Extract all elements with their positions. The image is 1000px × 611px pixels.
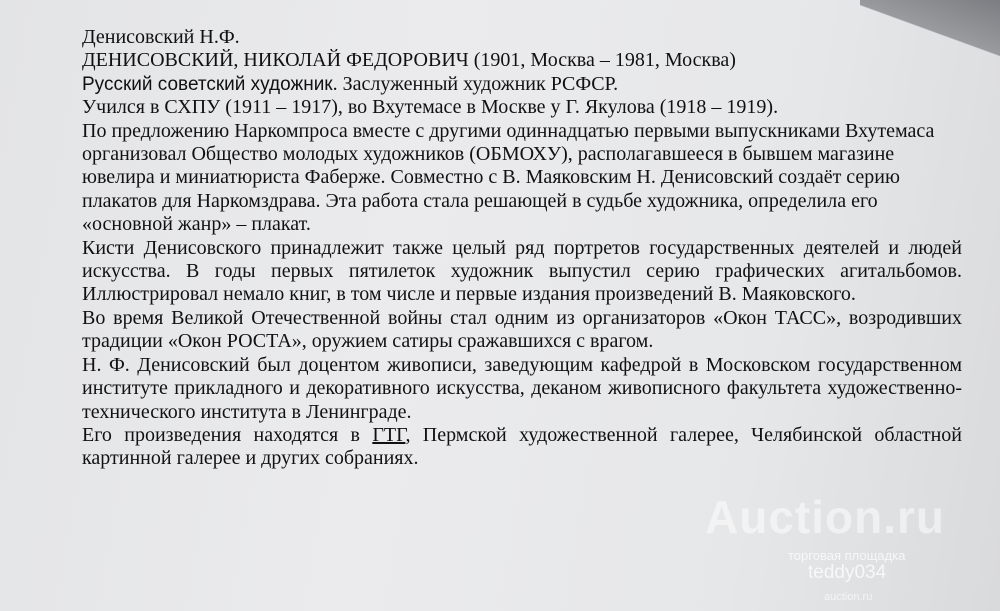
paragraph-collections	[82, 424, 962, 471]
watermark-subtitle: торговая площадка	[788, 548, 906, 563]
watermark-url: auction.ru	[824, 591, 873, 603]
paragraph-portraits: Кисти Денисовского принадлежит также целый ряд портретов государственных деятелей и людей искусства. В годы первых пятилеток художник выпустил серию графических агитальбомов. Иллюстрировал немало книг, в том числе и первые издания произведений В. Маяковского.	[82, 236, 962, 306]
collections-text-after: , Пермской художественной галерее, Челябинской областной картинной галерее и других собраниях.	[82, 423, 962, 470]
artist-name: ДЕНИСОВСКИЙ, НИКОЛАЙ ФЕДОРОВИЧ	[82, 49, 469, 72]
paragraph-teaching: Н. Ф. Денисовский был доцентом живописи, заведующим кафедрой в Московском государственном институте прикладного и декоративного искусства, деканом живописного факультета художественно-технического института в Ленинграде.	[82, 353, 962, 423]
paragraph-obmokhu: По предложению Наркомпроса вместе с другими одиннадцатью первыми выпускниками Вхутемаса организовал Общество молодых художников (ОБМОХУ), располагавшееся в бывшем магазине ювелира и миниатюриста Фаберже. Совместно с В. Маяковским Н. Денисовский создаёт серию плакатов для Наркомздрава. Эта работа стала решающей в судьбе художника, определила его «основной жанр» – плакат.	[82, 119, 935, 236]
watermark-brand: Auction.ru	[705, 491, 945, 543]
title-honor: . Заслуженный художник РСФСР.	[332, 72, 619, 95]
paragraph-war: Во время Великой Отечественной войны стал одним из организаторов «Окон ТАСС», возродивших традиции «Окон РОСТА», оружием сатиры сражавшихся с врагом.	[82, 306, 962, 353]
gtg-link[interactable]: ГТГ	[372, 423, 406, 446]
profession-text: Русский советский художник	[82, 73, 333, 95]
education-line: Учился в СХПУ (1911 – 1917), во Вхутемасе в Москве у Г. Якулова (1918 – 1919).	[82, 96, 779, 119]
document-header: Денисовский Н.Ф.	[82, 26, 240, 48]
title-line	[82, 49, 962, 72]
document-text	[82, 26, 962, 471]
watermark-user: teddy034	[808, 562, 887, 583]
artist-dates: (1901, Москва – 1981, Москва)	[468, 49, 736, 72]
profession-line	[82, 73, 962, 96]
collections-text-before: Его произведения находятся в	[82, 423, 373, 446]
